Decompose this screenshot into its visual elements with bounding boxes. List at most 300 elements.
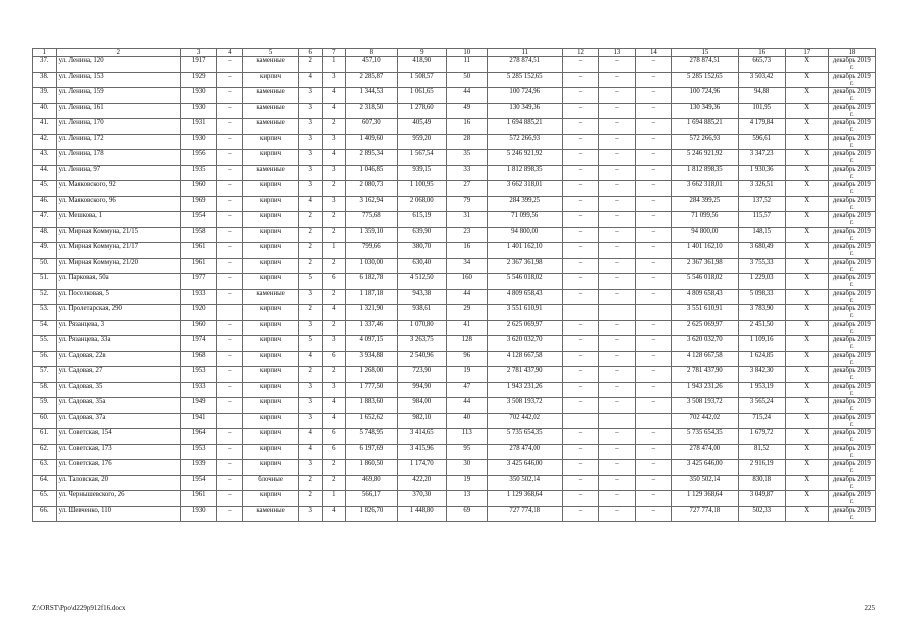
table-cell: – <box>562 150 598 166</box>
table-cell: ул. Советская, 173 <box>56 444 180 460</box>
table-cell: 2 895,34 <box>346 150 397 166</box>
housing-register-table <box>32 48 876 522</box>
table-cell: 3 551 610,91 <box>672 305 738 321</box>
table-cell <box>599 413 635 429</box>
table-cell: Х <box>785 103 828 119</box>
table-row <box>33 196 876 212</box>
table-cell: 350 502,14 <box>672 475 738 491</box>
table-cell: 1 187,18 <box>346 289 397 305</box>
table-cell: – <box>562 196 598 212</box>
table-cell: 1961 <box>181 243 217 259</box>
table-cell: декабрь 2019 г. <box>828 475 875 491</box>
table-cell: 4 <box>322 103 346 119</box>
table-row <box>33 336 876 352</box>
table-cell: 3 <box>298 289 322 305</box>
table-cell: 66. <box>33 506 57 522</box>
table-cell: 1933 <box>181 289 217 305</box>
table-cell: 1 953,19 <box>738 382 785 398</box>
table-cell: 1 694 885,21 <box>672 119 738 135</box>
table-row <box>33 444 876 460</box>
table-cell: 44 <box>446 398 487 414</box>
table-cell: 3 425 646,00 <box>487 460 562 476</box>
table-cell: 615,19 <box>397 212 446 228</box>
table-cell: 1 <box>322 243 346 259</box>
table-cell: 278 474,00 <box>487 444 562 460</box>
table-cell: – <box>599 491 635 507</box>
table-row <box>33 351 876 367</box>
table-cell: 1 229,03 <box>738 274 785 290</box>
table-cell: 4 <box>298 72 322 88</box>
table-cell: 6 182,78 <box>346 274 397 290</box>
table-cell: ул. Маяковского, 96 <box>56 196 180 212</box>
table-cell: 1917 <box>181 57 217 73</box>
table-cell: ул. Рязанцева, 33а <box>56 336 180 352</box>
table-cell: кирпич <box>243 413 299 429</box>
table-cell: декабрь 2019 г. <box>828 227 875 243</box>
table-cell: ул. Ленина, 159 <box>56 88 180 104</box>
table-row <box>33 57 876 73</box>
table-cell: – <box>599 196 635 212</box>
table-cell: 52. <box>33 289 57 305</box>
table-cell: 1 129 368,64 <box>672 491 738 507</box>
table-cell: ул. Ленина, 120 <box>56 57 180 73</box>
table-cell: ул. Ленина, 161 <box>56 103 180 119</box>
table-cell: 3 <box>298 119 322 135</box>
table-cell: 1 812 898,35 <box>487 165 562 181</box>
table-cell: – <box>562 57 598 73</box>
table-cell: 128 <box>446 336 487 352</box>
table-cell: 4 <box>322 413 346 429</box>
table-cell: кирпич <box>243 274 299 290</box>
table-cell: 2 <box>322 212 346 228</box>
table-cell: 43. <box>33 150 57 166</box>
table-cell: – <box>217 274 243 290</box>
table-cell: 1956 <box>181 150 217 166</box>
table-cell: – <box>599 367 635 383</box>
column-number-cell: 12 <box>562 49 598 57</box>
table-cell: – <box>635 181 671 197</box>
table-cell: – <box>562 258 598 274</box>
table-cell: кирпич <box>243 460 299 476</box>
table-cell: 2 781 437,90 <box>487 367 562 383</box>
table-cell: декабрь 2019 г. <box>828 351 875 367</box>
table-cell: Х <box>785 444 828 460</box>
table-cell: Х <box>785 243 828 259</box>
table-cell: 69 <box>446 506 487 522</box>
column-number-cell: 3 <box>181 49 217 57</box>
table-cell: 4 <box>298 444 322 460</box>
table-cell: 278 874,51 <box>487 57 562 73</box>
table-cell: 6 <box>322 351 346 367</box>
table-cell: 3 <box>298 165 322 181</box>
table-cell: 4 809 658,43 <box>487 289 562 305</box>
table-cell: – <box>217 398 243 414</box>
table-cell: 46. <box>33 196 57 212</box>
table-cell: 723,90 <box>397 367 446 383</box>
table-cell: 982,10 <box>397 413 446 429</box>
table-cell: – <box>635 429 671 445</box>
table-cell: Х <box>785 475 828 491</box>
table-cell: 4 <box>322 398 346 414</box>
table-cell: – <box>635 320 671 336</box>
table-cell: Х <box>785 165 828 181</box>
table-cell: Х <box>785 274 828 290</box>
table-cell: ул. Рязанцева, 3 <box>56 320 180 336</box>
table-cell: 81,52 <box>738 444 785 460</box>
table-cell: 3 842,30 <box>738 367 785 383</box>
table-cell: 1961 <box>181 491 217 507</box>
table-row <box>33 212 876 228</box>
table-cell: ул. Поселковая, 5 <box>56 289 180 305</box>
table-cell: 3 <box>298 150 322 166</box>
table-cell: 62. <box>33 444 57 460</box>
table-cell: декабрь 2019 г. <box>828 274 875 290</box>
table-cell: 5 546 018,02 <box>487 274 562 290</box>
table-cell: 4 <box>298 351 322 367</box>
table-cell: кирпич <box>243 212 299 228</box>
table-cell: 3 662 318,01 <box>487 181 562 197</box>
table-cell: 2 <box>298 367 322 383</box>
table-cell: 1920 <box>181 305 217 321</box>
table-cell: декабрь 2019 г. <box>828 181 875 197</box>
table-cell: Х <box>785 150 828 166</box>
table-cell: 572 266,93 <box>487 134 562 150</box>
table-cell: – <box>562 398 598 414</box>
table-cell: декабрь 2019 г. <box>828 57 875 73</box>
table-cell: – <box>217 382 243 398</box>
column-number-cell: 2 <box>56 49 180 57</box>
table-cell: 1 508,57 <box>397 72 446 88</box>
table-cell: 278 874,51 <box>672 57 738 73</box>
table-cell: 3 934,88 <box>346 351 397 367</box>
table-cell: 44. <box>33 165 57 181</box>
table-cell: 1 401 162,10 <box>487 243 562 259</box>
table-row <box>33 413 876 429</box>
table-cell: – <box>635 351 671 367</box>
table-cell: 1939 <box>181 460 217 476</box>
table-cell: 2 540,96 <box>397 351 446 367</box>
table-cell: – <box>599 72 635 88</box>
table-cell: – <box>599 57 635 73</box>
table-cell: ул. Мирная Коммуна, 21/15 <box>56 227 180 243</box>
table-cell: каменные <box>243 119 299 135</box>
table-cell: 4 097,15 <box>346 336 397 352</box>
table-cell: 4 <box>298 196 322 212</box>
table-cell: 4 <box>322 506 346 522</box>
table-cell: 115,57 <box>738 212 785 228</box>
table-cell: ул. Советская, 176 <box>56 460 180 476</box>
table-cell: 1935 <box>181 165 217 181</box>
table-cell: 2 367 361,98 <box>672 258 738 274</box>
table-row <box>33 274 876 290</box>
column-number-cell: 9 <box>397 49 446 57</box>
table-cell: 3 <box>298 103 322 119</box>
table-cell: 5 098,33 <box>738 289 785 305</box>
table-cell: – <box>217 444 243 460</box>
table-cell: 45. <box>33 181 57 197</box>
table-cell: 1 409,60 <box>346 134 397 150</box>
table-row <box>33 367 876 383</box>
table-cell: – <box>562 134 598 150</box>
table-cell: ул. Садовая, 37а <box>56 413 180 429</box>
table-cell: 51. <box>33 274 57 290</box>
table-cell: 71 099,56 <box>672 212 738 228</box>
table-cell: 3 162,94 <box>346 196 397 212</box>
table-cell: кирпич <box>243 382 299 398</box>
table-cell <box>635 305 671 321</box>
table-cell: 23 <box>446 227 487 243</box>
table-cell: – <box>635 227 671 243</box>
table-cell: – <box>635 460 671 476</box>
table-cell <box>217 413 243 429</box>
table-cell: 48. <box>33 227 57 243</box>
table-cell: декабрь 2019 г. <box>828 444 875 460</box>
table-cell: – <box>599 103 635 119</box>
table-cell: 3 <box>298 134 322 150</box>
table-cell: – <box>599 274 635 290</box>
table-cell: 100 724,96 <box>487 88 562 104</box>
table-cell: – <box>217 258 243 274</box>
table-cell: 1953 <box>181 367 217 383</box>
table-cell: – <box>635 88 671 104</box>
table-cell: 3 508 193,72 <box>672 398 738 414</box>
table-cell: 49. <box>33 243 57 259</box>
table-cell: 1 030,00 <box>346 258 397 274</box>
table-cell: декабрь 2019 г. <box>828 72 875 88</box>
table-cell: 2 <box>298 475 322 491</box>
table-cell: ул. Мешкова, 1 <box>56 212 180 228</box>
table-cell: 65. <box>33 491 57 507</box>
table-cell: 94,88 <box>738 88 785 104</box>
table-cell: 2 <box>322 119 346 135</box>
table-cell: 2 <box>322 367 346 383</box>
table-cell: 3 <box>298 413 322 429</box>
table-cell: – <box>599 444 635 460</box>
table-cell: 35 <box>446 150 487 166</box>
column-number-cell: 8 <box>346 49 397 57</box>
table-cell: 799,66 <box>346 243 397 259</box>
table-cell: 2 <box>322 227 346 243</box>
table-cell: 959,20 <box>397 134 446 150</box>
table-row <box>33 72 876 88</box>
table-cell: – <box>599 429 635 445</box>
table-cell: кирпич <box>243 227 299 243</box>
column-number-cell: 18 <box>828 49 875 57</box>
table-cell: 4 <box>298 429 322 445</box>
table-cell: Х <box>785 196 828 212</box>
table-cell: ул. Мирная Коммуна, 21/17 <box>56 243 180 259</box>
table-cell: кирпич <box>243 181 299 197</box>
table-cell: 1953 <box>181 444 217 460</box>
table-cell: – <box>635 165 671 181</box>
table-cell: 370,30 <box>397 491 446 507</box>
table-cell: 94 800,00 <box>672 227 738 243</box>
table-cell: 943,38 <box>397 289 446 305</box>
table-cell: 47 <box>446 382 487 398</box>
table-cell: 40. <box>33 103 57 119</box>
table-cell: 34 <box>446 258 487 274</box>
table-cell: 53. <box>33 305 57 321</box>
table-cell: 1 <box>322 491 346 507</box>
column-number-cell: 16 <box>738 49 785 57</box>
table-cell: – <box>599 119 635 135</box>
table-cell: 1 344,53 <box>346 88 397 104</box>
table-cell: 1 777,50 <box>346 382 397 398</box>
table-cell: декабрь 2019 г. <box>828 119 875 135</box>
table-cell: 44 <box>446 88 487 104</box>
table-cell: 1 694 885,21 <box>487 119 562 135</box>
table-cell: 1931 <box>181 119 217 135</box>
column-number-cell: 1 <box>33 49 57 57</box>
table-cell: ул. Садовая, 35а <box>56 398 180 414</box>
table-cell: 63. <box>33 460 57 476</box>
table-cell: 1930 <box>181 88 217 104</box>
table-cell: 58. <box>33 382 57 398</box>
table-cell: каменные <box>243 289 299 305</box>
table-cell: 3 049,87 <box>738 491 785 507</box>
table-cell: 3 326,51 <box>738 181 785 197</box>
column-number-cell: 4 <box>217 49 243 57</box>
file-path-footer: Z:\ORST\Ppo\d229p912f16.docx <box>32 604 126 612</box>
table-cell: – <box>562 444 598 460</box>
table-cell: 2 <box>322 475 346 491</box>
table-cell: 665,73 <box>738 57 785 73</box>
table-cell: кирпич <box>243 134 299 150</box>
table-cell: – <box>217 88 243 104</box>
table-cell: 1 401 162,10 <box>672 243 738 259</box>
table-cell: 96 <box>446 351 487 367</box>
column-number-row <box>33 49 876 57</box>
table-row <box>33 491 876 507</box>
table-cell: декабрь 2019 г. <box>828 320 875 336</box>
table-cell: 113 <box>446 429 487 445</box>
table-cell: декабрь 2019 г. <box>828 398 875 414</box>
table-cell: 6 <box>322 429 346 445</box>
table-cell: декабрь 2019 г. <box>828 289 875 305</box>
table-cell: 1 359,10 <box>346 227 397 243</box>
table-cell: Х <box>785 398 828 414</box>
table-cell: декабрь 2019 г. <box>828 165 875 181</box>
table-cell: ул. Ленина, 97 <box>56 165 180 181</box>
table-cell: кирпич <box>243 367 299 383</box>
table-cell: – <box>599 243 635 259</box>
table-cell: 100 724,96 <box>672 88 738 104</box>
table-cell: 994,90 <box>397 382 446 398</box>
table-cell: кирпич <box>243 258 299 274</box>
table-cell: – <box>635 398 671 414</box>
table-cell: 278 474,00 <box>672 444 738 460</box>
table-cell: 2 <box>298 258 322 274</box>
table-cell: 2 <box>298 57 322 73</box>
table-cell: – <box>217 320 243 336</box>
table-cell: 3 755,33 <box>738 258 785 274</box>
table-cell: – <box>599 351 635 367</box>
table-cell: 3 508 193,72 <box>487 398 562 414</box>
table-cell: – <box>599 506 635 522</box>
table-cell: 1949 <box>181 398 217 414</box>
table-cell: 3 503,42 <box>738 72 785 88</box>
table-cell: 6 <box>322 444 346 460</box>
table-cell: Х <box>785 491 828 507</box>
table-cell: 130 349,36 <box>672 103 738 119</box>
table-cell: 47. <box>33 212 57 228</box>
table-cell: Х <box>785 88 828 104</box>
table-cell: – <box>599 227 635 243</box>
table-cell: 1929 <box>181 72 217 88</box>
table-cell: 94 800,00 <box>487 227 562 243</box>
table-cell: 1 812 898,35 <box>672 165 738 181</box>
table-cell: 715,24 <box>738 413 785 429</box>
table-cell: 830,18 <box>738 475 785 491</box>
table-cell: декабрь 2019 г. <box>828 150 875 166</box>
table-cell: 1 046,85 <box>346 165 397 181</box>
table-cell: кирпич <box>243 243 299 259</box>
table-cell: декабрь 2019 г. <box>828 413 875 429</box>
table-cell: 457,10 <box>346 57 397 73</box>
table-cell: 1969 <box>181 196 217 212</box>
table-row <box>33 134 876 150</box>
table-cell: – <box>635 367 671 383</box>
table-cell: 727 774,18 <box>672 506 738 522</box>
table-cell: – <box>635 289 671 305</box>
table-cell: 1 567,54 <box>397 150 446 166</box>
table-cell: – <box>562 165 598 181</box>
table-cell: 984,00 <box>397 398 446 414</box>
table-cell: 28 <box>446 134 487 150</box>
table-cell: – <box>217 491 243 507</box>
table-cell: Х <box>785 305 828 321</box>
table-cell: 1930 <box>181 134 217 150</box>
table-cell: – <box>562 382 598 398</box>
table-cell: ул. Ленина, 172 <box>56 134 180 150</box>
table-cell: – <box>635 491 671 507</box>
table-cell: каменные <box>243 103 299 119</box>
table-cell: 2 080,73 <box>346 181 397 197</box>
table-cell: кирпич <box>243 491 299 507</box>
table-cell: 79 <box>446 196 487 212</box>
table-cell: 3 680,49 <box>738 243 785 259</box>
table-cell: – <box>562 320 598 336</box>
column-number-cell: 15 <box>672 49 738 57</box>
table-cell: 2 <box>322 289 346 305</box>
table-cell: 3 <box>322 165 346 181</box>
table-cell: Х <box>785 119 828 135</box>
table-cell: кирпич <box>243 320 299 336</box>
table-cell: 130 349,36 <box>487 103 562 119</box>
table-cell: 2 318,50 <box>346 103 397 119</box>
table-cell: 3 <box>298 460 322 476</box>
table-cell: ул. Ленина, 178 <box>56 150 180 166</box>
table-cell: – <box>635 72 671 88</box>
table-cell: ул. Ленина, 153 <box>56 72 180 88</box>
table-cell: 702 442,02 <box>672 413 738 429</box>
table-cell: 639,90 <box>397 227 446 243</box>
table-cell: 3 <box>298 320 322 336</box>
table-row <box>33 460 876 476</box>
table-cell: – <box>217 150 243 166</box>
table-cell: 3 <box>298 382 322 398</box>
table-cell: 2 <box>322 460 346 476</box>
table-cell: 1 337,46 <box>346 320 397 336</box>
table-cell: 607,30 <box>346 119 397 135</box>
table-cell: Х <box>785 336 828 352</box>
table-cell: 2 285,87 <box>346 72 397 88</box>
table-row <box>33 243 876 259</box>
table-cell: 1 070,80 <box>397 320 446 336</box>
table-cell: ул. Ленина, 170 <box>56 119 180 135</box>
table-cell: кирпич <box>243 196 299 212</box>
table-cell: – <box>635 196 671 212</box>
